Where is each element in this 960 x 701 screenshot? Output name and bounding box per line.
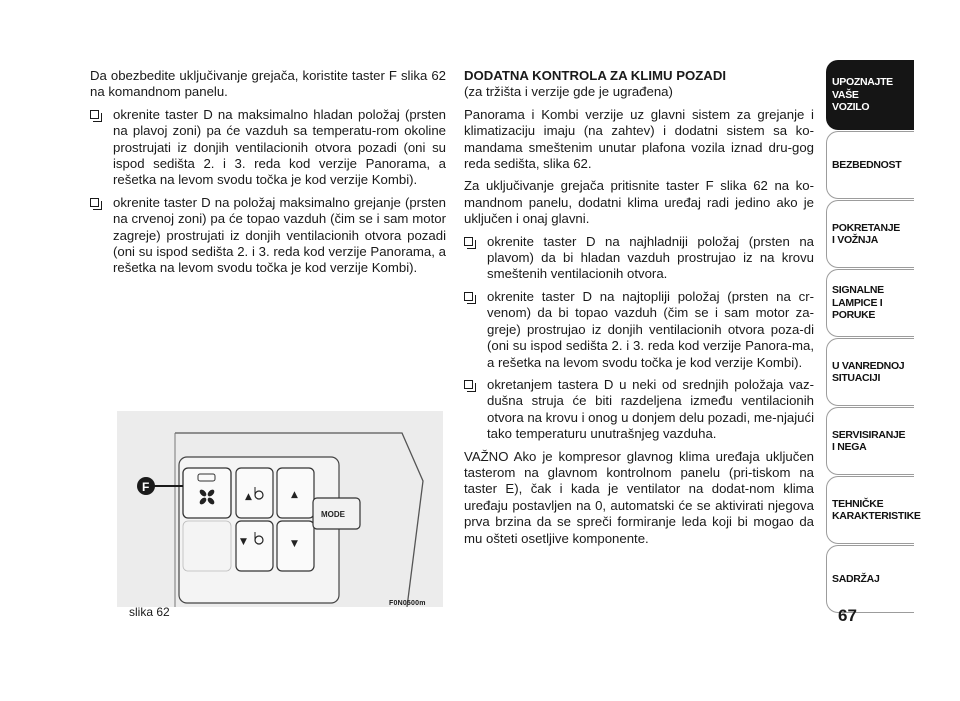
section-heading: DODATNA KONTROLA ZA KLIMU POZADI [464,68,727,83]
list-item [464,289,814,371]
mode-label: MODE [321,510,345,519]
chapter-tabs [826,60,960,614]
arrow-up-icon: ▲ [291,490,298,500]
page-number: 67 [838,606,857,625]
control-panel-illustration [117,411,443,607]
list-item-text: okrenite taster D na maksimalno hladan položaj (prsten na plavoj zoni) pa će vazduh sa temperatu-rom okoline prostrujati iz donjih ventilacionih otvora pozadi (oni su ispod sedišta 2. i 3. reda kod verzije Panorama, a rešetka na levom svodu točka je kod verzije Kombi). [113,106,446,188]
list-item [90,195,446,277]
intro-paragraph: Da obezbedite uključivanje grejača, koristite taster F slika 62 na komandnom panelu. [90,68,446,100]
figure-caption: slika 62 [129,605,170,619]
list-item-text: okretanjem tastera D u neki od srednjih položaja vaz-dušna struja će biti razdeljena između ventilacionih otvora na krovu i onog u donjem delu pozadi, me-njajući tako temperaturu unutrašnjeg vazduha. [487,376,814,442]
checkbox-bullet-icon [464,292,473,301]
blank-panel-area [183,521,231,571]
arrow-down-icon: ▼ [240,537,247,547]
callout-label: F [142,480,150,494]
tab-upoznajte-vase-vozilo[interactable]: UPOZNAJTE VAŠE VOZILO [826,60,914,130]
fan-button [183,468,231,518]
checkbox-bullet-icon [464,237,473,246]
checkbox-bullet-icon [464,380,473,389]
tab-u-vanrednoj-situaciji[interactable]: U VANREDNOJ SITUACIJI [826,338,914,406]
list-item-text: okrenite taster D na najtopliji položaj (prsten na cr-venom) da bi topao vazduh (čim se i sam motor za-greje) prostrujao iz donjih ventilacionih otvora poza-di (oni su ispod sedišta 2. i 3. reda kod verzije Panora-ma, a rešetka na levom svodu točka je kod verzije Kombi). [487,288,814,370]
list-item-text: okrenite taster D na položaj maksimalno grejanje (prsten na crvenoj zoni) pa će topao vazduh (čim se i sam motor zagreje) prostrujati iz donjih ventilacionih otvora pozadi (oni su ispod sedišta 2. i 3. reda kod verzije Panorama, a rešetka na levom svodu točka je kod verzije Kombi). [113,194,446,276]
list-item [90,107,446,189]
tab-sadrzaj[interactable]: SADRŽAJ [826,545,914,613]
right-column [464,68,814,553]
paragraph: Za uključivanje grejača pritisnite taster F slika 62 na ko-mandnom panelu, dodatni klima uređaj radi jedino ako je uključen i onaj glavni. [464,178,814,227]
checkbox-bullet-icon [90,110,99,119]
control-panel-figure [117,411,443,607]
list-item-text: okrenite taster D na najhladniji položaj (prsten na plavom) da bi hladan vazduh prostrujao iz na krovu smeštenih ventilacionih otvora. [487,233,814,282]
section-subheading: (za tržišta i verzije gde je ugrađena) [464,84,673,100]
tab-signalne-lampice[interactable]: SIGNALNE LAMPICE I PORUKE [826,269,914,337]
arrow-up-icon: ▲ [245,492,252,502]
arrow-down-icon: ▼ [291,539,298,549]
list-item [464,234,814,283]
tab-servisiranje-i-nega[interactable]: SERVISIRANJE I NEGA [826,407,914,475]
tab-pokretanje-i-voznja[interactable]: POKRETANJE I VOŽNJA [826,200,914,268]
tab-tehnicke-karakteristike[interactable]: TEHNIČKE KARAKTERISTIKE [826,476,914,544]
left-column [90,68,446,283]
list-item [464,377,814,443]
tab-bezbednost[interactable]: BEZBEDNOST [826,131,914,199]
important-note: VAŽNO Ako je kompresor glavnog klima uređaja uključen tasterom na glavnom kontrolnom panelu (pri-tiskom na taster E), čak i kada je ventilator na dodat-nom klima uređaju postavljen na 0, automatski će se aktivirati njegova prva brzina da se spreči formiranje leda koji bi mogao da mu ošteti osetljive komponente. [464,448,814,546]
paragraph: Panorama i Kombi verzije uz glavni sistem za grejanje i klimatizaciju imaju (na zahtev) i dodatni sistem sa ko-mandama smeštenim unutar plafona vozila iznad dru-gog reda sedišta, slika 62. [464,106,814,172]
checkbox-bullet-icon [90,198,99,207]
figure-code: F0N0500m [389,600,426,607]
